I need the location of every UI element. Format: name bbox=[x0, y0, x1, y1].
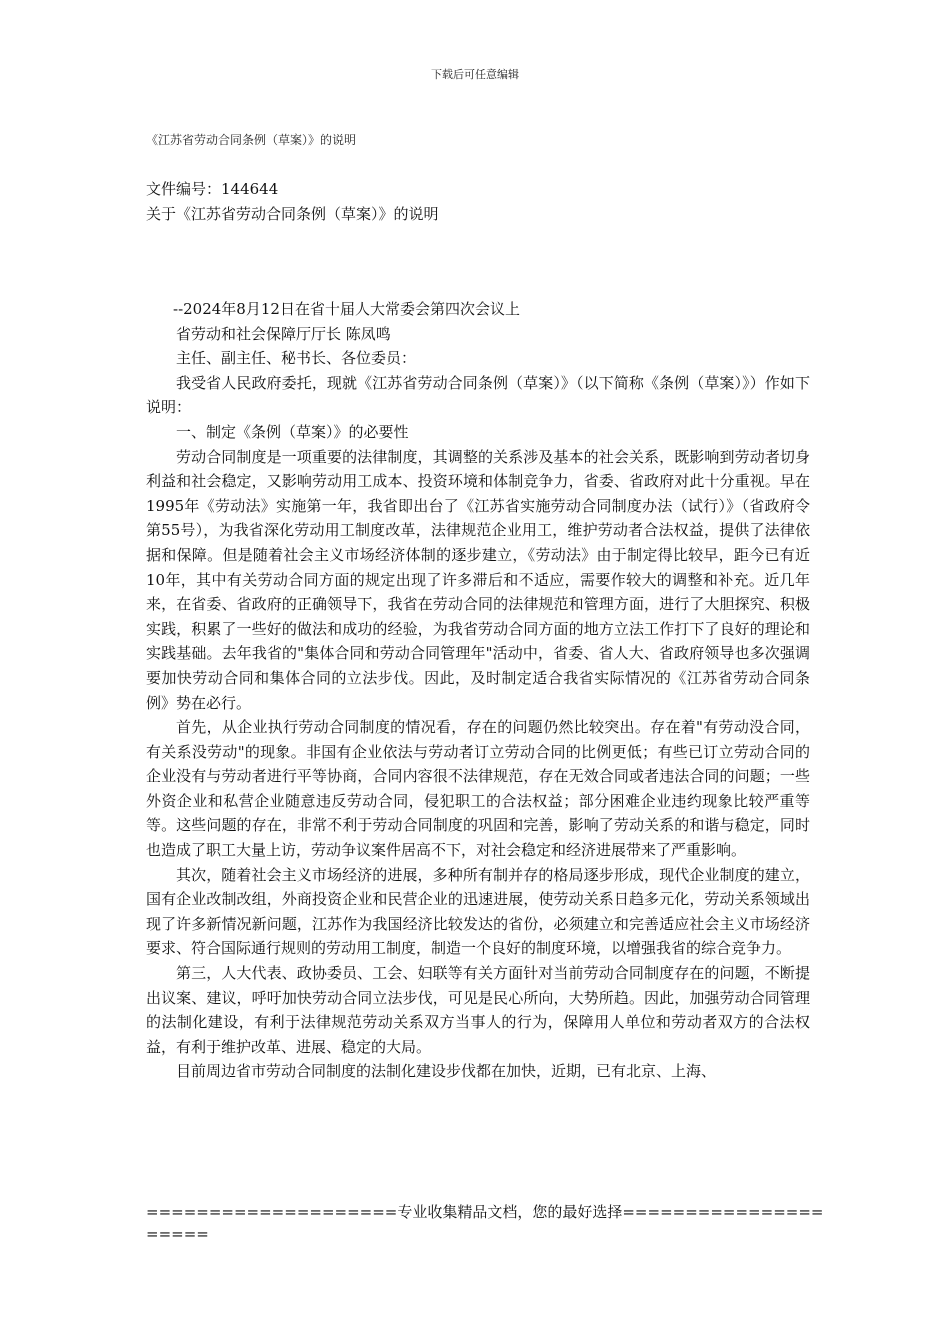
document-number: 文件编号：144644 bbox=[146, 180, 279, 198]
intro-paragraph: 我受省人民政府委托，现就《江苏省劳动合同条例（草案）》（以下简称《条例（草案）》）作如下说明： bbox=[146, 373, 810, 417]
header-note: 下载后可任意编辑 bbox=[431, 68, 519, 81]
footer-banner: ====================专业收集精品文档，您的最好选择===================== bbox=[146, 1203, 824, 1243]
section-heading: 一、制定《条例（草案）》的必要性 bbox=[176, 422, 409, 441]
body-paragraph: 劳动合同制度是一项重要的法律制度，其调整的关系涉及基本的社会关系，既影响到劳动者切身利益和社会稳定，又影响劳动用工成本、投资环境和体制竞争力，省委、省政府对此十分重视。早在1995年《劳动法》实施第一年，我省即出台了《江苏省实施劳动合同制度办法（试行）》（省政府令第55号），为我省深化劳动用工制度改革，法律规范企业用工，维护劳动者合法权益，提供了法律依据和保障。但是随着社会主义市场经济体制的逐步建立，《劳动法》由于制定得比较早，距今已有近10年，其中有关劳动合同方面的规定出现了许多滞后和不适应，需要作较大的调整和补充。近几年来，在省委、省政府的正确领导下，我省在劳动合同的法律规范和管理方面，进行了大胆探究、积极实践，积累了一些好的做法和成功的经验，为我省劳动合同方面的地方立法工作打下了良好的理论和实践基础。去年我省的"集体合同和劳动合同管理年"活动中，省委、省人大、省政府领导也多次强调要加快劳动合同和集体合同的立法步伐。因此，及时制定适合我省实际情况的《江苏省劳动合同条例》势在必行。 bbox=[146, 447, 810, 712]
salutation-line: 主任、副主任、秘书长、各位委员： bbox=[176, 349, 417, 368]
body-paragraph: 第三，人大代表、政协委员、工会、妇联等有关方面针对当前劳动合同制度存在的问题，不断提出议案、建议，呼吁加快劳动合同立法步伐，可见是民心所向，大势所趋。因此，加强劳动合同管理的法制化建设，有利于法律规范劳动关系双方当事人的行为，保障用人单位和劳动者双方的合法权益，有利于维护改革、进展、稳定的大局。 bbox=[146, 964, 810, 1056]
document-title: 关于《江苏省劳动合同条例（草案）》的说明 bbox=[146, 205, 439, 223]
meeting-line: --2024年8月12日在省十届人大常委会第四次会议上 bbox=[173, 300, 520, 318]
body-paragraph: 目前周边省市劳动合同制度的法制化建设步伐都在加快，近期，已有北京、上海、 bbox=[176, 1062, 717, 1081]
top-title: 《江苏省劳动合同条例（草案）》的说明 bbox=[146, 133, 357, 147]
body-paragraph: 其次，随着社会主义市场经济的进展，多种所有制并存的格局逐步形成，现代企业制度的建立，国有企业改制改组，外商投资企业和民营企业的迅速进展，使劳动关系日趋多元化，劳动关系领域出现了许多新情况新问题，江苏作为我国经济比较发达的省份，必须建立和完善适应社会主义市场经济要求、符合国际通行规则的劳动用工制度，制造一个良好的制度环境，以增强我省的综合竞争力。 bbox=[146, 865, 810, 958]
body-paragraph: 首先，从企业执行劳动合同制度的情况看，存在的问题仍然比较突出。存在着"有劳动没合同，有关系没劳动"的现象。非国有企业依法与劳动者订立劳动合同的比例更低；有些已订立劳动合同的企业没有与劳动者进行平等协商，合同内容很不法律规范，存在无效合同或者违法合同的问题；一些外资企业和私营企业随意违反劳动合同，侵犯职工的合法权益；部分困难企业违约现象比较严重等等。这些问题的存在，非常不利于劳动合同制度的巩固和完善，影响了劳动关系的和谐与稳定，同时也造成了职工大量上访，劳动争议案件居高不下，对社会稳定和经济进展带来了严重影响。 bbox=[146, 718, 810, 860]
document-body bbox=[146, 297, 810, 1084]
speaker-line: 省劳动和社会保障厅厅长 陈凤鸣 bbox=[176, 324, 391, 343]
